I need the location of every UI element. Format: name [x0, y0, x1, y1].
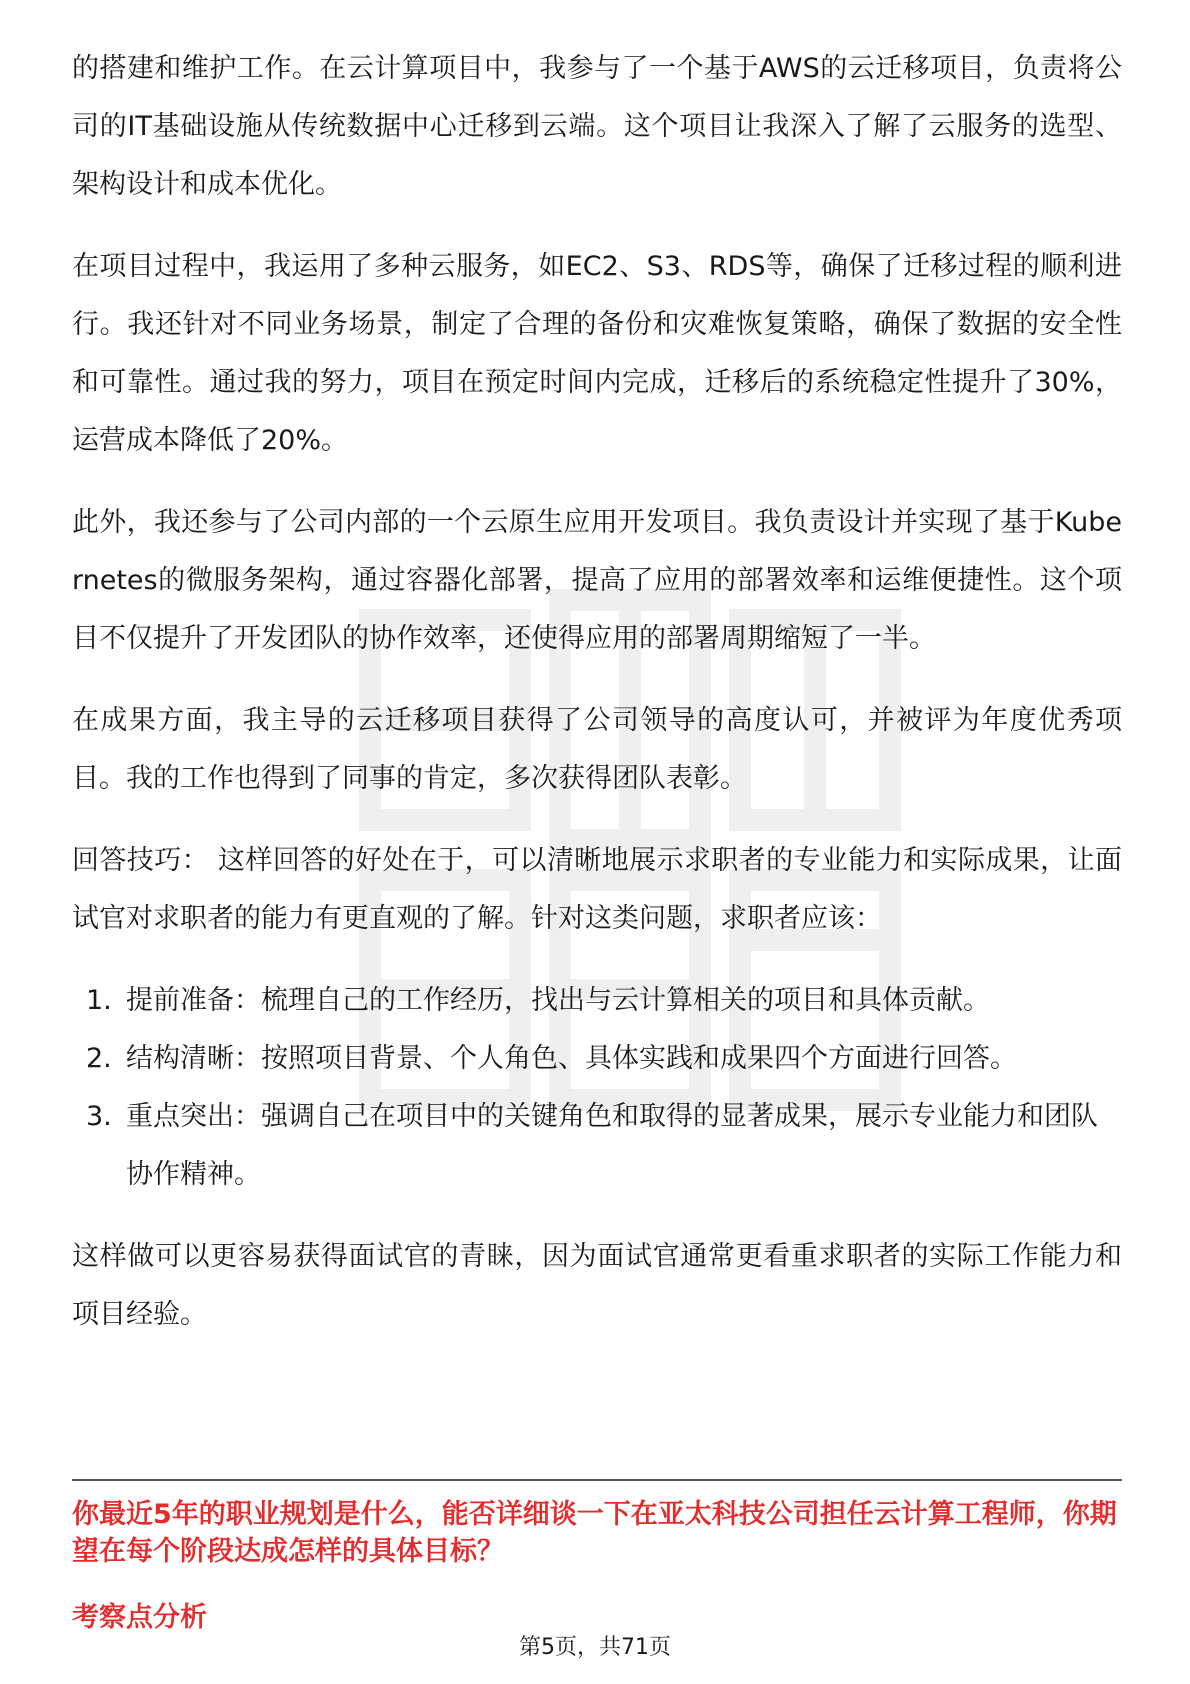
list-item	[72, 1030, 1122, 1088]
list-item	[72, 1088, 1122, 1204]
answer-tips-intro: 回答技巧： 这样回答的好处在于，可以清晰地展示求职者的专业能力和实际成果，让面试官对求职者的能力有更直观的了解。针对这类问题，求职者应该：	[72, 845, 1122, 934]
page-number: 第5页，共71页	[519, 1635, 671, 1660]
list-item-text: 结构清晰：按照项目背景、个人角色、具体实践和成果四个方面进行回答。	[126, 1043, 1017, 1074]
analysis-heading: 考察点分析	[72, 1602, 207, 1633]
section-divider	[72, 1479, 1122, 1481]
answer-paragraph-2: 在项目过程中，我运用了多种云服务，如EC2、S3、RDS等，确保了迁移过程的顺利进行。我还针对不同业务场景，制定了合理的备份和灾难恢复策略，确保了数据的安全性和可靠性。通过我的努力，项目在预定时间内完成，迁移后的系统稳定性提升了30%，运营成本降低了20%。	[72, 251, 1122, 456]
list-item	[72, 972, 1122, 1030]
list-item-number: 3.	[86, 1101, 112, 1132]
answer-paragraph-3: 此外，我还参与了公司内部的一个云原生应用开发项目。我负责设计并实现了基于Kubernetes的微服务架构，通过容器化部署，提高了应用的部署效率和运维便捷性。这个项目不仅提升了开发团队的协作效率，还使得应用的部署周期缩短了一半。	[72, 507, 1122, 654]
answer-paragraph-4: 在成果方面，我主导的云迁移项目获得了公司领导的高度认可，并被评为年度优秀项目。我的工作也得到了同事的肯定，多次获得团队表彰。	[72, 705, 1122, 794]
interview-question: 你最近5年的职业规划是什么，能否详细谈一下在亚太科技公司担任云计算工程师，你期望在每个阶段达成怎样的具体目标？	[72, 1499, 1117, 1567]
list-item-number: 1.	[86, 985, 112, 1016]
answer-body	[72, 40, 1122, 1368]
answer-paragraph-1: 的搭建和维护工作。在云计算项目中，我参与了一个基于AWS的云迁移项目，负责将公司的IT基础设施从传统数据中心迁移到云端。这个项目让我深入了解了云服务的选型、架构设计和成本优化。	[72, 53, 1122, 200]
list-item-number: 2.	[86, 1043, 112, 1074]
tips-list	[72, 972, 1122, 1204]
list-item-text: 重点突出：强调自己在项目中的关键角色和取得的显著成果，展示专业能力和团队协作精神。	[126, 1101, 1098, 1190]
answer-conclusion: 这样做可以更容易获得面试官的青睐，因为面试官通常更看重求职者的实际工作能力和项目经验。	[72, 1241, 1122, 1330]
list-item-text: 提前准备：梳理自己的工作经历，找出与云计算相关的项目和具体贡献。	[126, 985, 990, 1016]
